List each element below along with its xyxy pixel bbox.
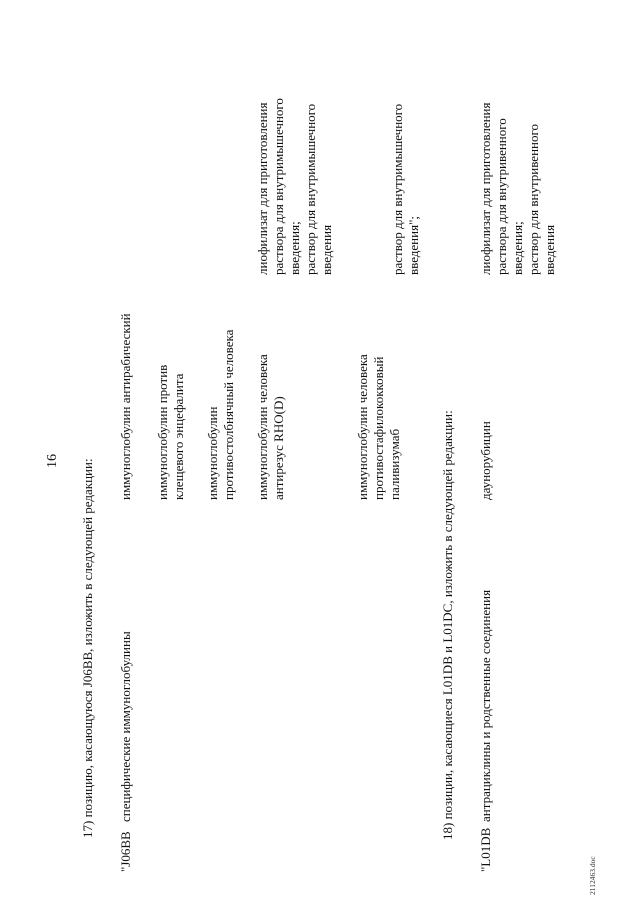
atc-code-j06bb: "J06BB [118,831,133,872]
atc-code-l01db: "L01DB [478,827,493,872]
dosage-form-lyophilizate-iv: лиофилизат для приготовления раствора для внутривенного введения; раствор для внутривенного введения [478,102,557,275]
group-name-specific-immunoglobulins: специфические иммуноглобулины [118,631,133,822]
dosage-form-lyophilizate-im: лиофилизат для приготовления раствора для внутримышечного введения; раствор для внутримышечного введения [255,98,334,275]
section-17-heading: 17) позицию, касающуюся J06BB, изложить в следующей редакции: [80,458,95,838]
dosage-form-solution-im: раствор для внутримышечного введения"; [390,103,421,275]
drug-palivizumab: иммуноглобулин человека противостафилококковый паливизумаб [355,354,402,500]
drug-daunorubicin: даунорубицин [478,421,493,500]
drug-antirhesus-immunoglobulin: иммуноглобулин человека антирезус RHO(D) [255,354,286,500]
drug-antirabies-immunoglobulin: иммуноглобулин антирабический [118,313,133,500]
drug-tick-borne-encephalitis-immunoglobulin: иммуноглобулин против клещевого энцефалита [155,364,186,500]
group-name-anthracyclines: антрациклины и родственные соединения [478,589,493,822]
drug-antitetanus-immunoglobulin: иммуноглобулин противостолбнячный человека [205,329,236,500]
page-number: 16 [45,454,60,468]
footer-file-name: 2112463.doc [588,856,597,895]
section-18-heading: 18) позиции, касающиеся L01DB и L01DC, изложить в следующей редакции: [440,410,455,840]
